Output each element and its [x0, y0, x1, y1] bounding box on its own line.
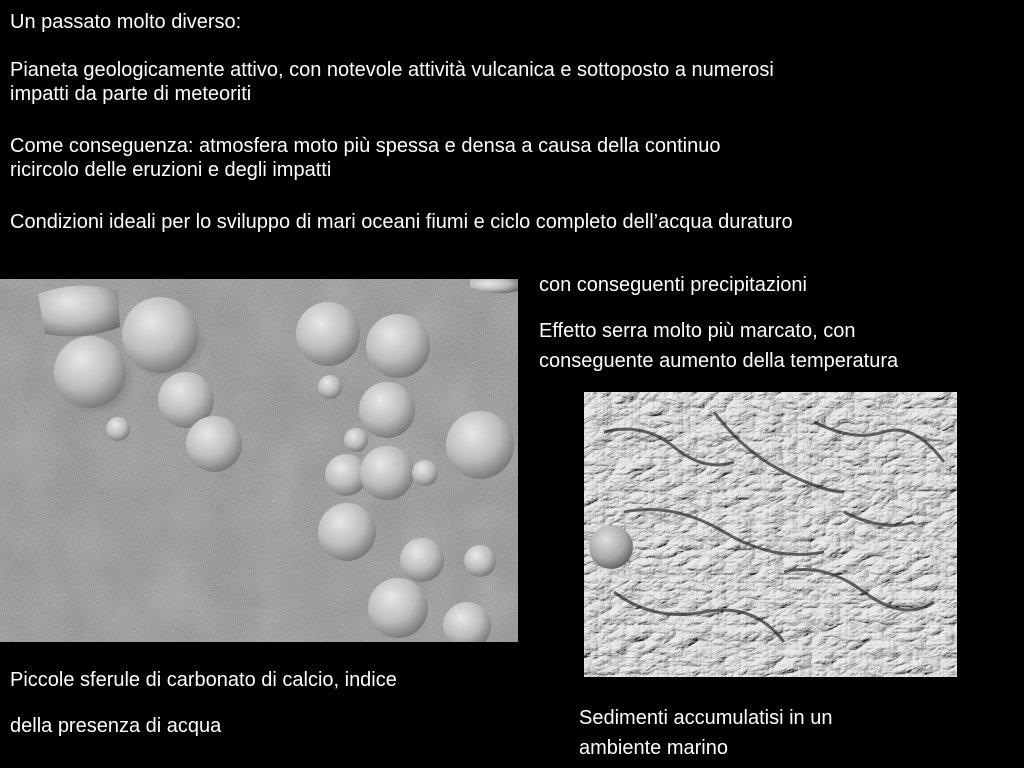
bullet-2-line-2: ricircolo delle eruzioni e degli impatti	[10, 159, 332, 181]
caption-right-line-2: ambiente marino	[579, 737, 728, 759]
bullet-1-line-1: Pianeta geologicamente attivo, con notevole attività vulcanica e sottoposto a numerosi	[10, 59, 774, 81]
side-text-line-1: con conseguenti precipitazioni	[539, 274, 807, 296]
caption-left-line-1: Piccole sferule di carbonato di calcio, indice	[10, 669, 397, 691]
side-text-line-2: Effetto serra molto più marcato, con	[539, 320, 856, 342]
bullet-3: Condizioni ideali per lo sviluppo di mari oceani fiumi e ciclo completo dell’acqua duraturo	[10, 211, 793, 233]
bullet-2-line-1: Come conseguenza: atmosfera moto più spessa e densa a causa della continuo	[10, 135, 721, 157]
caption-right-line-1: Sedimenti accumulatisi in un	[579, 707, 833, 729]
sediments-photo	[584, 392, 957, 677]
spherules-photo	[0, 279, 518, 642]
caption-left-line-2: della presenza di acqua	[10, 715, 222, 737]
side-text-line-3: conseguente aumento della temperatura	[539, 350, 899, 372]
bullet-1-line-2: impatti da parte di meteoriti	[10, 83, 252, 105]
slide-heading: Un passato molto diverso:	[10, 11, 242, 33]
